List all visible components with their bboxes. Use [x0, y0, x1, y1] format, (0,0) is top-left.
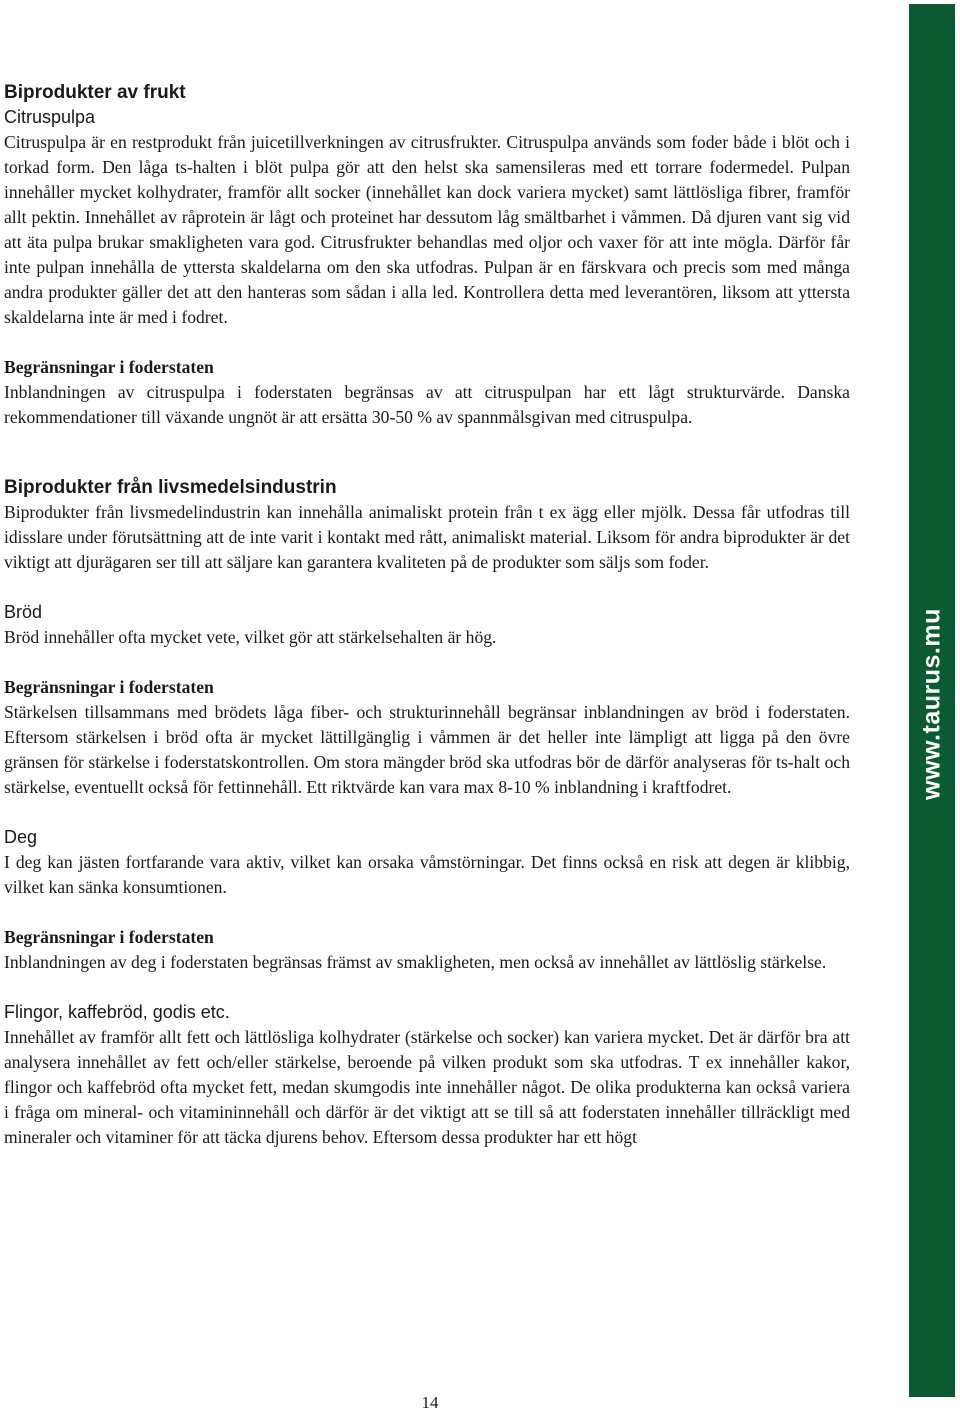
subheading-brod: Bröd: [4, 602, 43, 622]
document-body: [4, 80, 850, 1150]
paragraph-flingor: Innehållet av framför allt fett och lättlösliga kolhydrater (stärkelse och socker) kan variera mycket. Det är därför bra att analysera innehållet av fett och/eller stärkelse, beroende på vilken produkt som ska utfodras. T ex innehåller kakor, flingor och kaffebröd ofta mycket fett, medan skumgodis inte innehåller något. De olika produkterna kan också variera i fråga om mineral- och vitamininnehåll och därför är det viktigt att se till så att foderstaten innehåller tillräckligt med mineraler och vitaminer för att täcka djurens behov. Eftersom dessa produkter har ett högt: [4, 1027, 850, 1147]
brand-sidebar: [909, 4, 955, 1397]
paragraph-citruspulpa-limits: Inblandningen av citruspulpa i foderstaten begränsas av att citruspulpan har ett lågt strukturvärde. Danska rekommendationer till växande ungnöt är att ersätta 30-50 % av spannmålsgivan med citruspulpa.: [4, 382, 850, 427]
subheading-flingor: Flingor, kaffebröd, godis etc.: [4, 1002, 230, 1022]
paragraph-food-industry: Biprodukter från livsmedelindustrin kan innehålla animaliskt protein från t ex ägg eller mjölk. Dessa får utfodras till idisslare under förutsättning att de inte varit i kontakt med rått, animaliskt material. Liksom för andra biprodukter är det viktigt att djurägaren ser till att säljare kan garantera kvaliteten på de produkter som säljs som foder.: [4, 502, 850, 572]
limits-heading-deg: Begränsningar i foderstaten: [4, 927, 214, 947]
limits-heading-brod: Begränsningar i foderstaten: [4, 677, 214, 697]
limits-heading-citruspulpa: Begränsningar i foderstaten: [4, 357, 214, 377]
paragraph-citruspulpa: Citruspulpa är en restprodukt från juicetillverkningen av citrusfrukter. Citruspulpa används som foder både i blöt och i torkad form. Den låga ts-halten i blöt pulpa gör att den helst ska samensileras med ett torrare fodermedel. Pulpan innehåller mycket kolhydrater, framför allt socker (innehållet kan dock variera mycket) samt lättlösliga fibrer, framför allt pektin. Innehållet av råprotein är lågt och proteinet har dessutom låg smältbarhet i våmmen. Då djuren vant sig vid att äta pulpa brukar smakligheten vara god. Citrusfrukter behandlas med oljor och vaxer för att inte mögla. Därför får inte pulpan innehålla de yttersta skaldelarna om den ska utfodras. Pulpan är en färskvara och precis som med många andra produkter gäller det att den hanteras som sådan i alla led. Kontrollera detta med leverantören, liksom att yttersta skaldelarna inte är med i fodret.: [4, 132, 850, 327]
page-number: 14: [421, 1393, 439, 1412]
subheading-citruspulpa: Citruspulpa: [4, 107, 96, 127]
section-heading-food-industry: Biprodukter från livsmedelsindustrin: [4, 477, 337, 498]
section-heading-fruit: Biprodukter av frukt: [4, 82, 186, 103]
paragraph-deg-limits: Inblandningen av deg i foderstaten begränsas främst av smakligheten, men också av innehållet av lättlöslig stärkelse.: [4, 952, 827, 972]
paragraph-deg: I deg kan jästen fortfarande vara aktiv, vilket kan orsaka våmstörningar. Det finns också en risk att degen är klibbig, vilket kan sänka konsumtionen.: [4, 852, 850, 897]
paragraph-brod: Bröd innehåller ofta mycket vete, vilket gör att stärkelsehalten är hög.: [4, 627, 497, 647]
subheading-deg: Deg: [4, 827, 38, 847]
paragraph-brod-limits: Stärkelsen tillsammans med brödets låga fiber- och strukturinnehåll begränsar inblandningen av bröd i foderstaten. Eftersom stärkelsen i bröd ofta är mycket lättillgänglig i våmmen är det heller inte lämpligt att ligga på den övre gränsen för stärkelse i foderstatskontrollen. Om stora mängder bröd ska utfodras bör de därför analyseras för ts-halt och stärkelse, eventuellt också för fettinnehåll. Ett riktvärde kan vara max 8-10 % inblandning i kraftfodret.: [4, 702, 850, 797]
website-watermark: www.taurus.mu: [917, 608, 946, 800]
